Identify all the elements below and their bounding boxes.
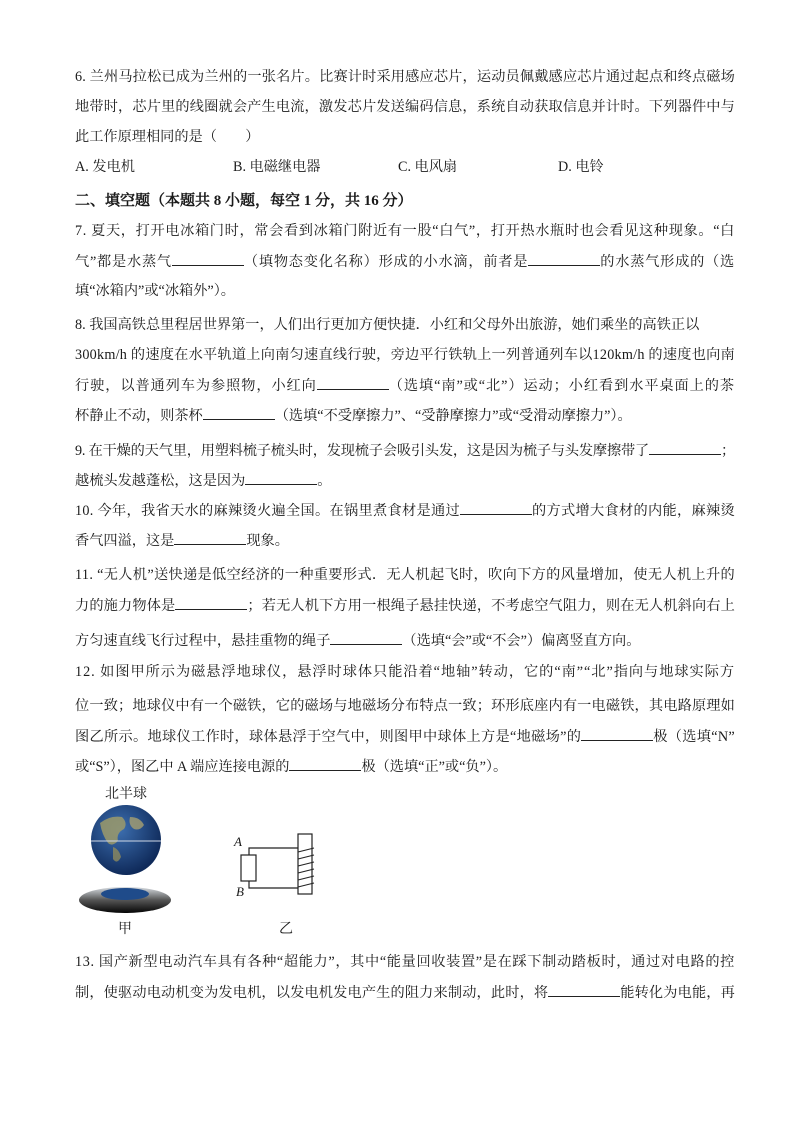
question-text: ；若无人机下方用一根绳子悬挂快递，不考虑空气阻力，则在无人机斜向右上 xyxy=(247,598,735,614)
question-text: 方匀速直线飞行过程中，悬挂重物的绳子 xyxy=(75,633,331,649)
question-text: ； xyxy=(720,443,735,459)
question-text: 极（选填“正”或“负”）。 xyxy=(361,759,508,775)
question-text: 图乙所示。地球仪工作时，球体悬浮于空气中，则图甲中球体上方是“地磁场”的 xyxy=(75,729,582,745)
line-content xyxy=(75,630,640,651)
question-text: 力的施力物体是 xyxy=(75,598,176,614)
line-content xyxy=(75,440,735,461)
question-text: 香气四溢，这是 xyxy=(75,533,175,549)
q9-line xyxy=(75,470,735,490)
line-content xyxy=(75,595,735,616)
q8-line xyxy=(75,405,735,425)
question-text: 填“冰箱内”或“冰箱外”）。 xyxy=(75,283,235,299)
question-text: 13. 国产新型电动汽车具有各种“超能力”，其中“能量回收装置”是在踩下制动踏板时，通过对电路的控 xyxy=(75,954,735,970)
q9-line xyxy=(75,440,735,460)
option-d[interactable]: D. 电铃 xyxy=(558,159,604,175)
q12-line xyxy=(75,726,735,746)
globe-label: 北半球 xyxy=(105,787,147,802)
maglev-globe-image xyxy=(78,805,178,915)
q10-line xyxy=(75,500,735,520)
question-text: 现象。 xyxy=(246,533,289,549)
line-content xyxy=(75,756,507,777)
q13-line xyxy=(75,952,735,972)
line-content xyxy=(75,500,735,521)
line-content xyxy=(75,345,735,365)
line-content xyxy=(75,470,331,491)
section-heading: 二、填空题（本题共 8 小题，每空 1 分，共 16 分） xyxy=(75,193,413,209)
question-text: 的方式增大食材的内能，麻辣烫 xyxy=(532,503,735,519)
question-text: 气”都是水蒸气 xyxy=(75,254,172,270)
answer-blank[interactable] xyxy=(317,375,389,390)
q12-line xyxy=(75,696,735,716)
option-b[interactable]: B. 电磁继电器 xyxy=(233,159,321,175)
line-content xyxy=(75,281,235,301)
caption-yi: 乙 xyxy=(279,922,293,937)
q8-line xyxy=(75,315,735,335)
line-content xyxy=(75,530,289,551)
q6-options xyxy=(75,157,735,177)
answer-blank[interactable] xyxy=(203,405,275,420)
question-text: 7. 夏天，打开电冰箱门时，常会看到冰箱门附近有一股“白气”，打开热水瓶时也会看见这种现象。“白 xyxy=(75,223,735,239)
line-content xyxy=(75,405,632,426)
q11-line xyxy=(75,630,735,650)
q6-line xyxy=(75,67,735,87)
answer-blank[interactable] xyxy=(581,726,653,741)
question-text: 的水蒸气形成的（选 xyxy=(600,254,735,270)
q11-line xyxy=(75,595,735,615)
answer-blank[interactable] xyxy=(649,440,721,455)
line-content xyxy=(75,982,735,1003)
question-text: 10. 今年，我省天水的麻辣烫火遍全国。在锅里煮食材是通过 xyxy=(75,503,460,519)
q13-line xyxy=(75,982,735,1002)
question-text: 11. “无人机”送快递是低空经济的一种重要形式．无人机起飞时，吹向下方的风量增加，使无人机上升的 xyxy=(75,567,735,583)
line-content xyxy=(75,97,735,117)
question-text: 此工作原理相同的是（ ） xyxy=(75,129,260,145)
line-content xyxy=(75,315,699,335)
question-text: 6. 兰州马拉松已成为兰州的一张名片。比赛计时采用感应芯片，运动员佩戴感应芯片通过起点和终点磁场 xyxy=(75,69,735,85)
option-c[interactable]: C. 电风扇 xyxy=(398,159,458,175)
answer-blank[interactable] xyxy=(245,470,317,485)
terminal-a-label: A xyxy=(234,834,242,849)
question-text: 能转化为电能，再 xyxy=(620,985,735,1001)
answer-blank[interactable] xyxy=(460,500,532,515)
q8-line xyxy=(75,345,735,365)
question-text: 极（选填“N” xyxy=(653,729,735,745)
question-text: （填物态变化名称）形成的小水滴，前者是 xyxy=(243,254,529,270)
question-text: 越梳头发越蓬松，这是因为 xyxy=(75,473,246,489)
terminal-b-label: B xyxy=(236,884,244,899)
question-text: 12. 如图甲所示为磁悬浮地球仪，悬浮时球体只能沿着“地轴”转动，它的“南”“北”指向与地球实际方 xyxy=(75,664,735,680)
q7-line xyxy=(75,221,735,241)
question-text: （选填“会”或“不会”）偏离竖直方向。 xyxy=(402,633,641,649)
question-text: 制，使驱动电动机变为发电机，以发电机发电产生的阻力来制动，此时，将 xyxy=(75,985,549,1001)
answer-blank[interactable] xyxy=(548,982,620,997)
question-text: 地带时，芯片里的线圈就会产生电流，激发芯片发送编码信息，系统自动获取信息并计时。下列器件中与 xyxy=(75,99,735,115)
line-content xyxy=(75,726,735,747)
q12-line xyxy=(75,662,735,682)
caption-jia: 甲 xyxy=(118,922,132,937)
question-text: 行驶，以普通列车为参照物，小红向 xyxy=(75,378,317,394)
question-text: 300km/h 的速度在水平轨道上向南匀速直线行驶，旁边平行铁轨上一列普通列车以120km/h 的速度也向南 xyxy=(75,347,735,363)
q7-line xyxy=(75,251,735,271)
line-content xyxy=(75,662,735,682)
q8-line xyxy=(75,375,735,395)
question-text: （选填“不受摩擦力”、“受静摩擦力”或“受滑动摩擦力”）。 xyxy=(274,408,632,424)
question-text: 杯静止不动，则茶杯 xyxy=(75,408,203,424)
line-content xyxy=(75,67,735,87)
question-text: 。 xyxy=(317,473,332,489)
q7-line xyxy=(75,281,735,301)
line-content xyxy=(75,565,735,585)
answer-blank[interactable] xyxy=(289,756,361,771)
answer-blank[interactable] xyxy=(172,251,244,266)
question-text: 8. 我国高铁总里程居世界第一，人们出行更加方便快捷．小红和父母外出旅游，她们乘坐的高铁正以 xyxy=(75,317,700,333)
question-text: 或“S”），图乙中 A 端应连接电源的 xyxy=(75,759,290,775)
line-content xyxy=(75,696,735,716)
line-content xyxy=(75,221,735,241)
q10-line xyxy=(75,530,735,550)
q6-line xyxy=(75,127,735,147)
answer-blank[interactable] xyxy=(174,530,246,545)
answer-blank[interactable] xyxy=(175,595,247,610)
answer-blank[interactable] xyxy=(528,251,600,266)
question-text: （选填“南”或“北”）运动；小红看到水平桌面上的茶 xyxy=(388,378,735,394)
line-content xyxy=(75,375,735,396)
line-content xyxy=(75,127,259,147)
option-a[interactable]: A. 发电机 xyxy=(75,159,135,175)
line-content xyxy=(75,251,735,272)
q12-line xyxy=(75,756,735,776)
line-content xyxy=(75,952,735,972)
question-text: 位一致；地球仪中有一个磁铁，它的磁场与地磁场分布特点一致；环形底座内有一电磁铁，其电路原理如 xyxy=(75,698,735,714)
question-text: 9. 在干燥的天气里，用塑料梳子梳头时，发现梳子会吸引头发，这是因为梳子与头发摩擦带了 xyxy=(75,443,649,459)
q11-line xyxy=(75,565,735,585)
q6-line xyxy=(75,97,735,117)
answer-blank[interactable] xyxy=(330,630,402,645)
